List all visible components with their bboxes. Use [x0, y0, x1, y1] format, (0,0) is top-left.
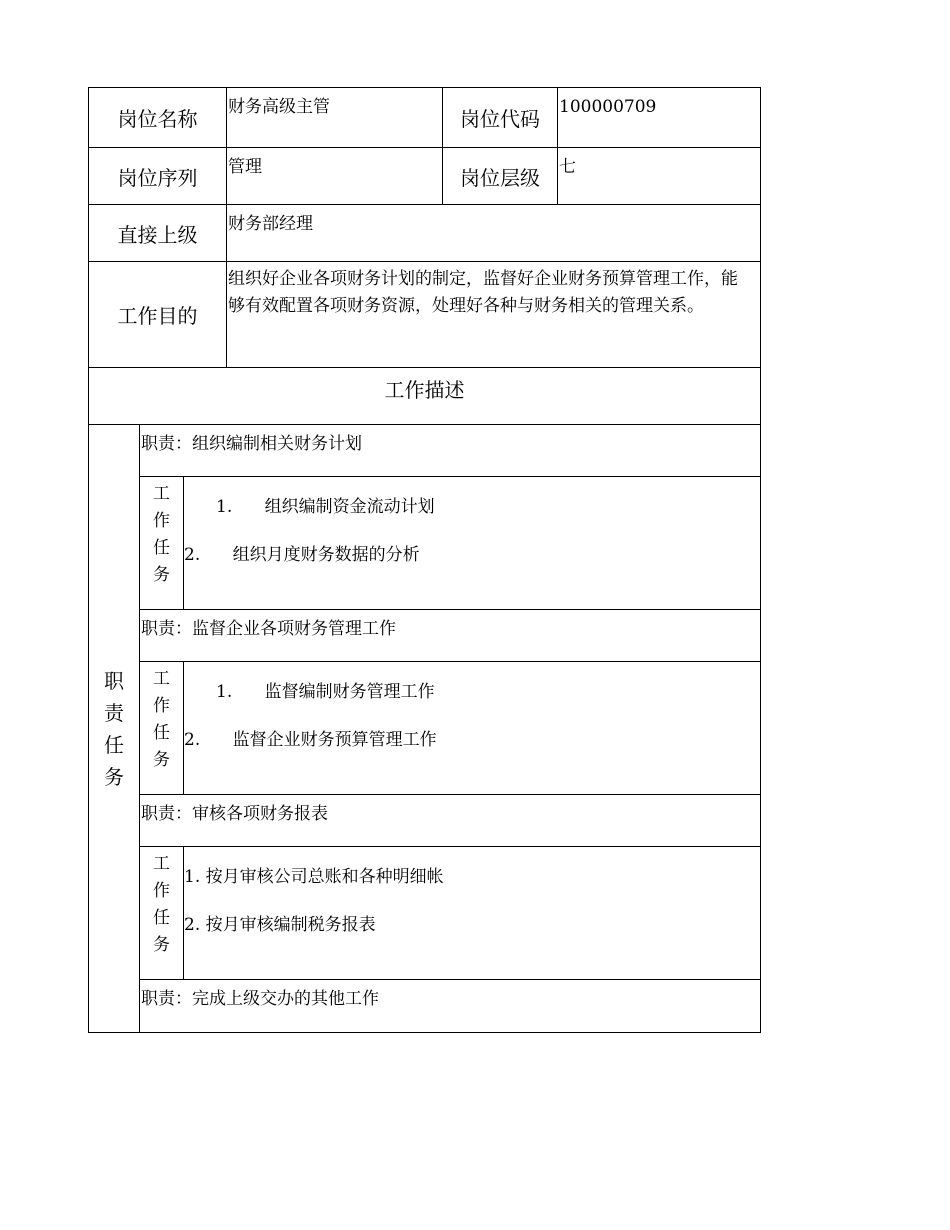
task-item: 1. 组织编制资金流动计划: [216, 497, 435, 517]
task-label-1: [139, 476, 184, 610]
job-level-value: 七: [557, 147, 761, 205]
job-purpose-label: 工作目的: [88, 261, 227, 368]
job-code-label: 岗位代码: [442, 87, 558, 148]
task-item: 2. 按月审核编制税务报表: [184, 915, 376, 935]
work-description-title: 工作描述: [88, 367, 761, 425]
task-item: 1. 监督编制财务管理工作: [216, 682, 435, 702]
job-description-table: [88, 87, 761, 1033]
job-level-label: 岗位层级: [442, 147, 558, 205]
task-label-1-text: 工作任务: [153, 484, 170, 585]
task-item: 1. 按月审核公司总账和各种明细帐: [184, 867, 444, 887]
task-list-2: [183, 661, 761, 795]
duties-tasks-label-text: 职责任务: [104, 668, 124, 789]
task-item: 2. 组织月度财务数据的分析: [184, 545, 420, 565]
duty-1: 职责：组织编制相关财务计划: [139, 424, 761, 477]
job-purpose-value: 组织好企业各项财务计划的制定，监督好企业财务预算管理工作，能够有效配置各项财务资源，处理好各种与财务相关的管理关系。: [226, 261, 761, 368]
job-series-label: 岗位序列: [88, 147, 227, 205]
duty-3: 职责：审核各项财务报表: [139, 794, 761, 847]
task-item: 2. 监督企业财务预算管理工作: [184, 730, 437, 750]
task-list-1: [183, 476, 761, 610]
duties-tasks-label: [88, 424, 140, 1033]
task-label-2-text: 工作任务: [153, 669, 170, 770]
job-name-value: 财务高级主管: [226, 87, 443, 148]
direct-superior-label: 直接上级: [88, 204, 227, 262]
task-list-3: [183, 846, 761, 980]
duty-2: 职责：监督企业各项财务管理工作: [139, 609, 761, 662]
direct-superior-value: 财务部经理: [226, 204, 761, 262]
task-label-3: [139, 846, 184, 980]
duty-4: 职责：完成上级交办的其他工作: [139, 979, 761, 1033]
job-code-value: 100000709: [557, 87, 761, 148]
task-label-3-text: 工作任务: [153, 854, 170, 955]
job-name-label: 岗位名称: [88, 87, 227, 148]
task-label-2: [139, 661, 184, 795]
job-series-value: 管理: [226, 147, 443, 205]
